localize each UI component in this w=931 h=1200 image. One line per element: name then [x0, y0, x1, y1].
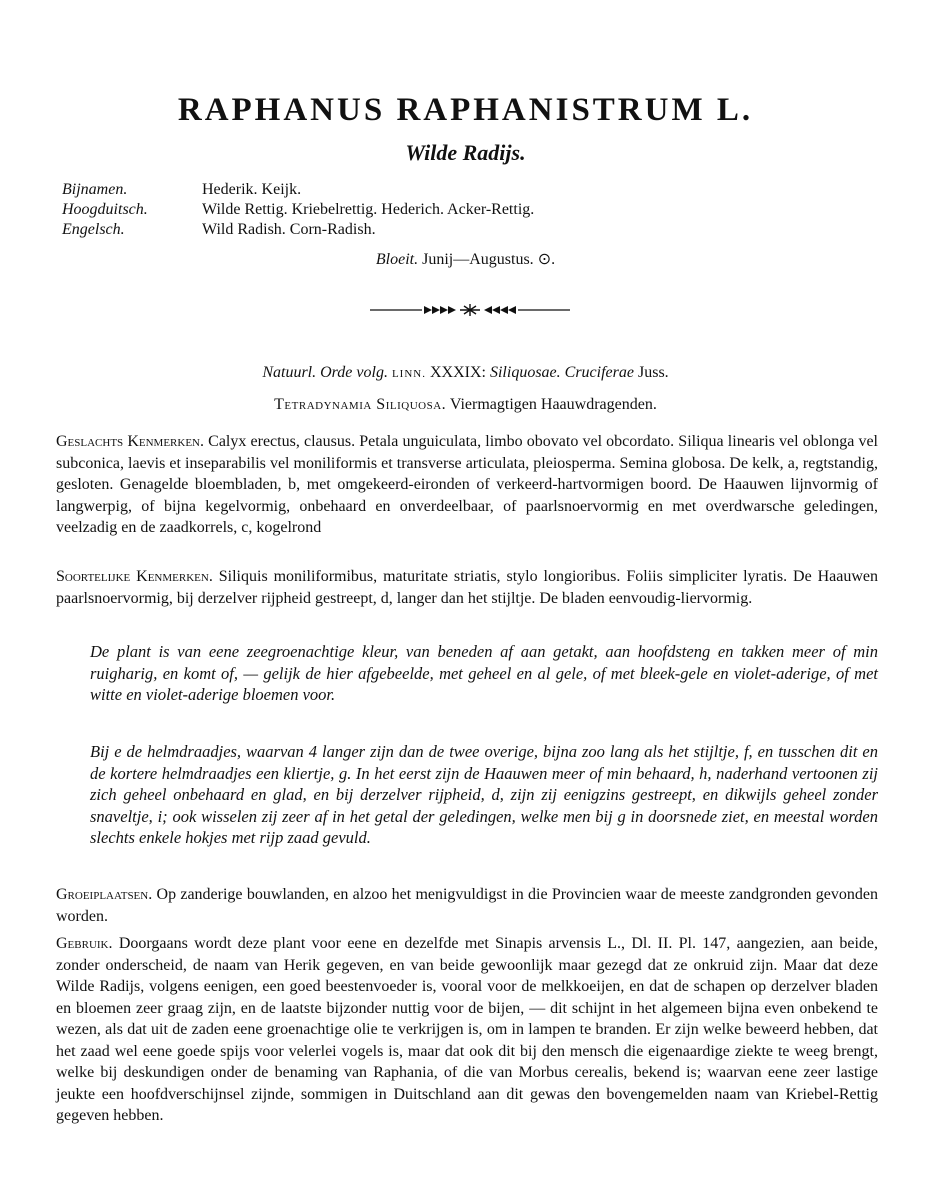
description-paragraph: De plant is van eene zeegroenachtige kleur, van beneden af aan getakt, aan hoofdsteng en takken meer of min ruigharig, en komt of, — gelijk de hier afgebeelde, met geheel en al gele, of met bleek-gele en violet-aderige, of met witte en violet-aderige bloemen voor. [90, 642, 878, 704]
names-label: Hoogduitsch. [62, 201, 148, 218]
page-title: RAPHANUS RAPHANISTRUM L. [177, 92, 754, 128]
habitat-text: Op zanderige bouwlanden, en alzoo het menigvuldigst in die Provincien waar de meeste zandgronden gevonden worden. [56, 886, 878, 925]
names-row [62, 200, 534, 220]
ornament-divider-icon [370, 303, 570, 317]
species-characters-text: Siliquis moniliformibus, maturitate striatis, stylo longioribus. Foliis simpliciter lyratis. De Haauwen paarlsnoervormig, bij derzelver rijpheid gestreept, d, langer dan het stijltje. De bladen eenvoudig-liervormig. [56, 568, 879, 607]
usage-text: Doorgaans wordt deze plant voor eene en dezelfde met Sinapis arvensis L., Dl. II. Pl. 147, aangezien, aan beide, zonder onderscheid, de naam van Herik gegeven, en van beide gewoonlijk maar gezegd dat ze onkruid zijn. Maar dat deze Wilde Radijs, volgens eenigen, een goed beestenvoeder is, vooral voor de melkkoeijen, en dat de schapen op derzelver bladen en bloemen zeer graag zijn, en de laatste bijzonder nuttig voor de bijen, — dit schijnt in het algemeen bijna even onbekend te wezen, als dat uit de zaden eene groenachtige olie te verkrijgen is, om in lampen te branden. Er zijn welke beweerd hebben, dat het zaad wel eene goede spijs voor velerlei vogels is, maar dat ook dit bij den mensch die eigenaardige ziekte te weeg brengt, welke bij deskundigen onder de benaming van Raphania, of die van Morbus cerealis, bekend is; waarvan eene zeer lastige jeukte een hoofdverschijnsel zijnde, sommigen in Duitschland aan dit gewas den bovengemelden naam van Kriebel-Rettig gegeven hebben. [56, 935, 878, 1124]
usage-heading: Gebruik. [56, 935, 113, 952]
habitat-heading: Groeiplaatsen. [56, 886, 153, 903]
species-characters-heading: Soortelijke Kenmerken. [56, 568, 213, 585]
annual-symbol: ⊙. [537, 251, 556, 268]
habitat-paragraph [56, 884, 878, 927]
names-row [62, 180, 534, 200]
names-label: Bijnamen. [62, 181, 128, 198]
genus-characters-text: Calyx erectus, clausus. Petala unguiculata, limbo obovato vel obcordato. Siliqua linearis vel oblonga vel subconica, laevis et inseparabilis vel moniliformis et transverse articulata, pleiosperma. Semina globosa. De kelk, a, regtstandig, gesloten. Genagelde bloembladen, b, met omgekeerd-eironden of verkeerd-hartvormigen boord. De Haauwen lijnvormig of langwerpig, of bijna kegelvormig, onbehaard en onverdeelbaar, of paarlsnoervormig en met overdwarsche geledingen, veelzadig en de zaadkorrels, c, kogelrond [56, 433, 878, 536]
natural-order-cruciferae: Cruciferae [564, 364, 634, 381]
flowering-line [0, 249, 931, 269]
natural-order-number: XXXIX: [429, 364, 486, 381]
vernacular-names [62, 180, 534, 240]
natural-order-line [0, 364, 931, 382]
natural-order-prefix: Natuurl. Orde volg. [262, 364, 388, 381]
page-subtitle: Wilde Radijs. [405, 140, 526, 165]
flowering-label: Bloeit. [375, 251, 419, 268]
names-label: Engelsch. [62, 221, 125, 238]
usage-paragraph [56, 933, 878, 1127]
genus-characters-paragraph [56, 431, 878, 539]
classification-line [0, 396, 931, 414]
classification-label: Tetradynamia Siliquosa. [274, 396, 447, 413]
names-value: Hederik. Keijk. [202, 181, 302, 198]
names-value: Wild Radish. Corn-Radish. [202, 221, 376, 238]
names-row [62, 220, 534, 240]
figure-description-paragraph: Bij e de helmdraadjes, waarvan 4 langer zijn dan de twee overige, bijna zoo lang als het stijltje, f, en tusschen dit en de kortere helmdraadjes een kliertje, g. In het eerst zijn de Haauwen meer of min behaard, h, naderhand vertoonen zij zich geheel onbehaard en glad, en bij derzelver rijpheid, d, zijn zij eenigzins gestreept, en dikwijls geheel zonder snaveltje, i; ook wisselen zij zeer af in het getal der geledingen, welke men bij g in doorsnede ziet, en meestal worden slechts enkele hokjes met rijp zaad gevuld. [90, 742, 878, 847]
classification-value: Viermagtigen Haauwdragenden. [449, 396, 657, 413]
flowering-value: Junij—Augustus. [422, 251, 534, 268]
natural-order-linn: LINN. [391, 368, 426, 380]
genus-characters-heading: Geslachts Kenmerken. [56, 433, 204, 450]
natural-order-juss: Juss. [637, 364, 669, 381]
names-value: Wilde Rettig. Kriebelrettig. Hederich. Acker-Rettig. [202, 201, 535, 218]
natural-order-siliquosae: Siliquosae. [489, 364, 561, 381]
species-characters-paragraph [56, 566, 878, 609]
